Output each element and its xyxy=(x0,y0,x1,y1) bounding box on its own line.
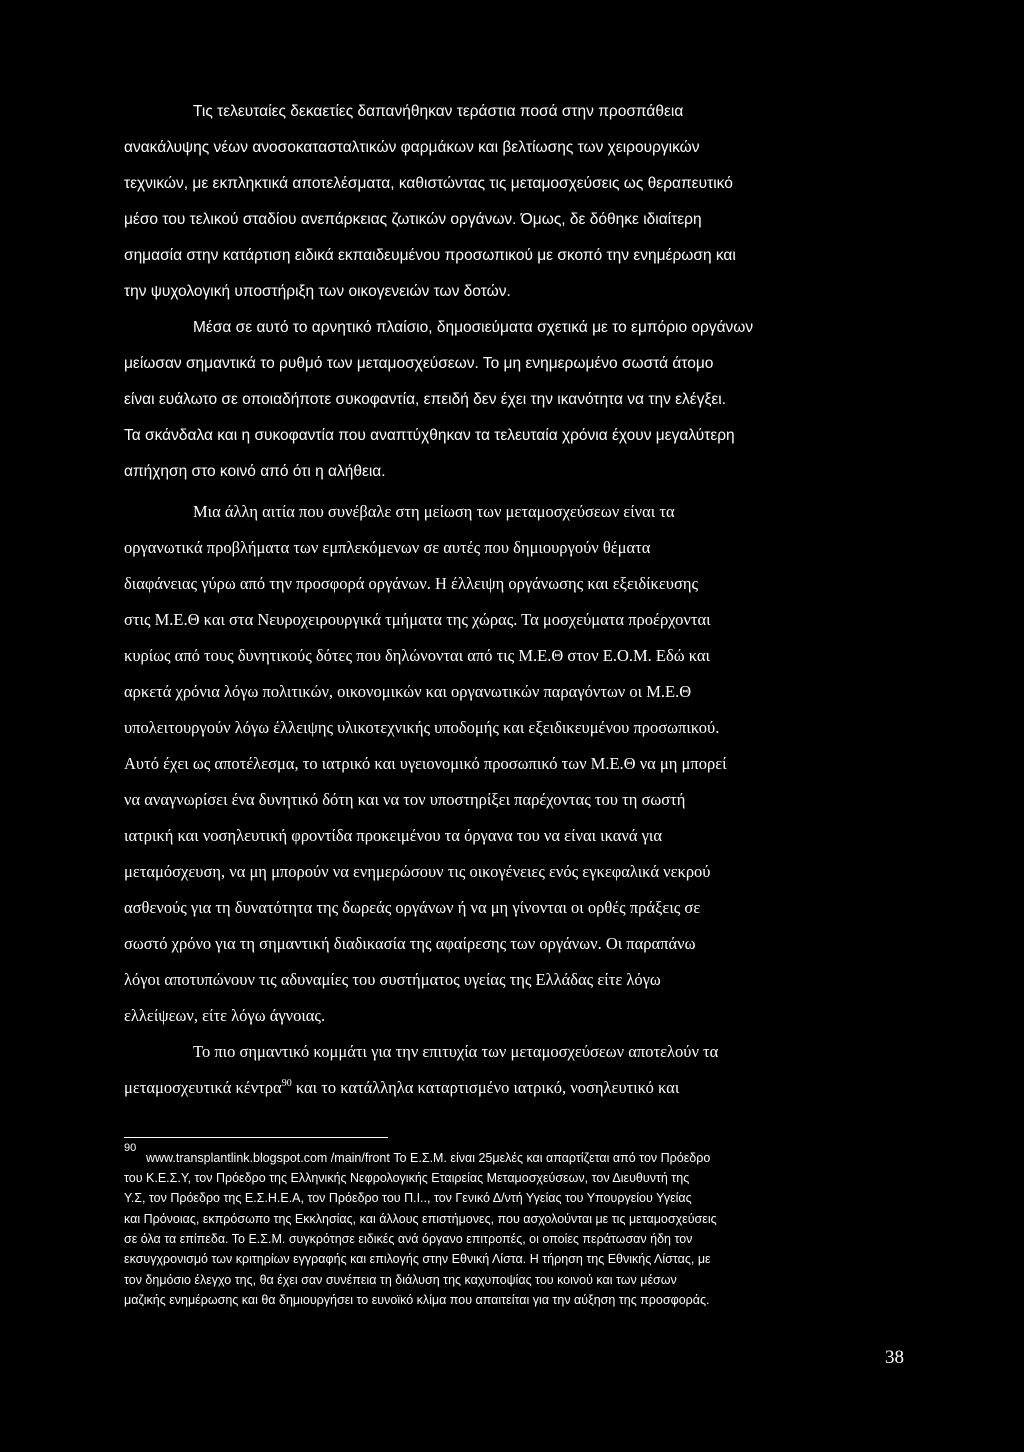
text-segment: και το κατάλληλα καταρτισμένο ιατρικό, νοσηλευτικό και xyxy=(291,1078,680,1097)
text-line: τεχνικών, με εκπληκτικά αποτελέσματα, καθιστώντας τις μεταμοσχεύσεις ως θεραπευτικό xyxy=(124,175,733,192)
text-line: Τα σκάνδαλα και η συκοφαντία που αναπτύχθηκαν τα τελευταία χρόνια έχουν μεγαλύτερη xyxy=(124,427,735,444)
text-line: μείωσαν σημαντικά το ρυθμό των μεταμοσχεύσεων. Το μη ενημερωμένο σωστά άτομο xyxy=(124,355,714,372)
text-line: στις Μ.Ε.Θ και στα Νευροχειρουργικά τμήματα της χώρας. Τα μοσχεύματα προέρχονται xyxy=(124,610,711,629)
text-line: Τις τελευταίες δεκαετίες δαπανήθηκαν τεράστια ποσά στην προσπάθεια xyxy=(193,103,684,120)
text-line: μέσο του τελικού σταδίου ανεπάρκειας ζωτικών οργάνων. Όμως, δε δόθηκε ιδιαίτερη xyxy=(124,211,702,228)
text-line: κυρίως από τους δυνητικούς δότες που δηλώνονται από τις Μ.Ε.Θ στον Ε.Ο.Μ. Εδώ και xyxy=(124,646,710,665)
text-line: την ψυχολογική υποστήριξη των οικογενειών των δοτών. xyxy=(124,283,511,300)
footnote-line: του Κ.Ε.Σ.Υ, τον Πρόεδρο της Ελληνικής Νεφρολογικής Εταιρείας Μεταμοσχεύσεων, τον Διευθυντή της xyxy=(124,1171,690,1185)
text-line: μεταμόσχευση, να μη μπορούν να ενημερώσουν τις οικογένειες ενός εγκεφαλικά νεκρού xyxy=(124,862,711,881)
text-line: οργανωτικά προβλήματα των εμπλεκόμενων σε αυτές που δημιουργούν θέματα xyxy=(124,538,651,557)
text-line: Το πιο σημαντικό κομμάτι για την επιτυχία των μεταμοσχεύσεων αποτελούν τα xyxy=(193,1042,719,1061)
footnote-line: www.transplantlink.blogspot.com /main/front Το Ε.Σ.Μ. είναι 25μελές και απαρτίζεται από τον Πρόεδρο xyxy=(146,1151,711,1165)
text-line: ιατρική και νοσηλευτική φροντίδα προκειμένου τα όργανα του να είναι ικανά για xyxy=(124,826,663,845)
footnote-number: 90 xyxy=(124,1142,137,1154)
page-number: 38 xyxy=(885,1347,904,1368)
text-line: ασθενούς για τη δυνατότητα της δωρεάς οργάνων ή να μη γίνονται οι ορθές πράξεις σε xyxy=(124,898,701,917)
footnote-line: και Πρόνοιας, εκπρόσωπο της Εκκλησίας, και άλλους επιστήμονες, που ασχολούνται με τις μεταμοσχεύσεις xyxy=(124,1212,717,1226)
text-line: να αναγνωρίσει ένα δυνητικό δότη και να τον υποστηρίξει παρέχοντας του τη σωστή xyxy=(124,790,686,809)
text-line: Αυτό έχει ως αποτέλεσμα, το ιατρικό και υγειονομικό προσωπικό των Μ.Ε.Θ να μη μπορεί xyxy=(124,754,727,773)
footnote-separator xyxy=(124,1137,388,1138)
text-line: διαφάνειας γύρω από την προσφορά οργάνων. Η έλλειψη οργάνωσης και εξειδίκευσης xyxy=(124,574,699,593)
text-line: αρκετά χρόνια λόγω πολιτικών, οικονομικών και οργανωτικών παραγόντων οι Μ.Ε.Θ xyxy=(124,682,692,701)
footnote-reference: 90 xyxy=(281,1078,292,1089)
text-line: Μια άλλη αιτία που συνέβαλε στη μείωση των μεταμοσχεύσεων είναι τα xyxy=(193,502,675,521)
text-line: Μέσα σε αυτό το αρνητικό πλαίσιο, δημοσιεύματα σχετικά με το εμπόριο οργάνων xyxy=(193,319,754,336)
text-segment: μεταμοσχευτικά κέντρα xyxy=(124,1078,282,1097)
text-line-with-footnote-ref xyxy=(124,1078,679,1098)
text-line: λόγοι αποτυπώνουν τις αδυναμίες του συστήματος υγείας της Ελλάδας είτε λόγω xyxy=(124,970,661,989)
footnote-line: Υ.Σ, τον Πρόεδρο της Ε.Σ.Η.Ε.Α, τον Πρόεδρο του Π.Ι.., τον Γενικό Δ/ντή Υγείας του Υπουργείου Υγείας xyxy=(124,1191,692,1205)
text-line: σημασία στην κατάρτιση ειδικά εκπαιδευμένου προσωπικού με σκοπό την ενημέρωση και xyxy=(124,247,736,264)
text-line: σωστό χρόνο για τη σημαντική διαδικασία της αφαίρεσης των οργάνων. Οι παραπάνω xyxy=(124,934,696,953)
text-line: υπολειτουργούν λόγω έλλειψης υλικοτεχνικής υποδομής και εξειδικευμένου προσωπικού. xyxy=(124,718,720,737)
text-line: είναι ευάλωτο σε οποιαδήποτε συκοφαντία, επειδή δεν έχει την ικανότητα να την ελέγξει. xyxy=(124,391,727,408)
text-line: ανακάλυψης νέων ανοσοκατασταλτικών φαρμάκων και βελτίωσης των χειρουργικών xyxy=(124,139,700,156)
footnote-line: τον δημόσιο έλεγχο της, θα έχει σαν συνέπεια τη διάλυση της καχυποψίας του κοινού και των μέσων xyxy=(124,1273,677,1287)
text-line: απήχηση στο κοινό από ότι η αλήθεια. xyxy=(124,463,386,480)
text-line: ελλείψεων, είτε λόγω άγνοιας. xyxy=(124,1006,326,1025)
footnote-line: μαζικής ενημέρωσης και θα δημιουργήσει το ευνοϊκό κλίμα που απαιτείται για την αύξηση της προσφοράς. xyxy=(124,1293,710,1307)
footnote-line: σε όλα τα επίπεδα. Το Ε.Σ.Μ. συγκρότησε ειδικές ανά όργανο επιτροπές, οι οποίες περάτωσαν ήδη τον xyxy=(124,1232,693,1246)
footnote-line: εκσυγχρονισμό των κριτηρίων εγγραφής και επιλογής στην Εθνική Λίστα. Η τήρηση της Εθνικής Λίστας, με xyxy=(124,1252,711,1266)
